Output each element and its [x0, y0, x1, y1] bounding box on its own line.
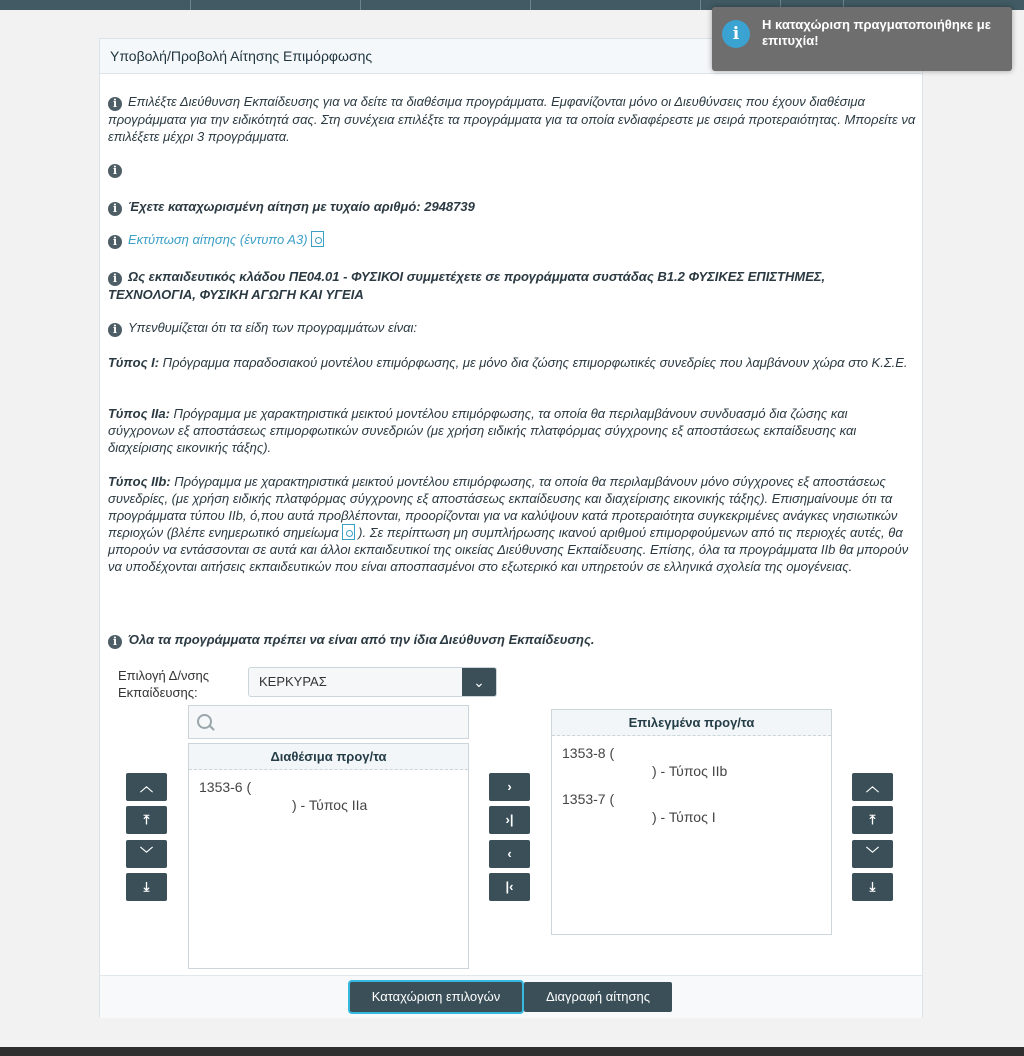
info-icon: i: [108, 323, 122, 337]
list-item[interactable]: [552, 782, 831, 828]
info-intro: [108, 93, 916, 145]
selected-move-top-button[interactable]: [852, 806, 893, 834]
nav-separator: [360, 0, 361, 10]
chevron-right-icon: ›: [507, 779, 512, 794]
available-programs-list[interactable]: [188, 743, 469, 969]
chevron-down-icon[interactable]: ⌄: [462, 668, 496, 696]
info-icon: i: [108, 202, 122, 216]
add-all-button[interactable]: [489, 806, 530, 834]
chevron-left-icon: ‹: [507, 846, 512, 861]
info-icon: i: [108, 635, 122, 649]
type-2b-label: Τύπος IIb:: [108, 474, 171, 489]
page-footer-bar: [0, 1047, 1024, 1056]
chevron-right-end-icon: ›|: [505, 812, 514, 827]
info-icon: i: [108, 272, 122, 286]
type-2a-text: Πρόγραμμα με χαρακτηριστικά μεικτού μοντέλου επιμόρφωσης, τα οποία θα περιλαμβάνουν συνδυασμό δια ζώσης και σύγχρονων εξ αποστάσεως επιμορφωτικών συνεδριών (με χρήση ειδικής πλατφόρμας σύγχρονης εξ αποστάσεως εκπαίδευσης και διαχείρισης εικονικής τάξης).: [108, 406, 857, 455]
selected-programs-list[interactable]: [551, 709, 832, 935]
directorate-select[interactable]: [248, 667, 497, 697]
nav-separator: [190, 0, 191, 10]
delete-application-button[interactable]: Διαγραφή αίτησης: [524, 982, 672, 1012]
program-type: ) - Τύπος I: [652, 809, 716, 825]
program-type: ) - Τύπος IIb: [652, 763, 728, 779]
info-icon: i: [108, 235, 122, 249]
move-bottom-button[interactable]: [126, 873, 167, 901]
program-search[interactable]: [188, 705, 469, 739]
type-2b-description: [108, 473, 916, 575]
selected-programs-header: Επιλεγμένα προγ/τα: [552, 710, 831, 736]
selected-move-bottom-button[interactable]: [852, 873, 893, 901]
info-specialty: [108, 268, 916, 303]
pdf-icon[interactable]: [342, 524, 355, 540]
program-code: 1353-6 (: [199, 779, 252, 795]
chevron-bottom-icon: ⤓: [143, 879, 150, 894]
selected-move-down-button[interactable]: [852, 840, 893, 868]
type-2a-description: [108, 405, 916, 456]
info-print: [108, 231, 916, 249]
save-selections-button[interactable]: Καταχώριση επιλογών: [350, 982, 522, 1012]
success-toast[interactable]: [712, 7, 1012, 71]
list-item[interactable]: [552, 736, 831, 782]
application-panel: [99, 38, 923, 1018]
info-intro-text: Επιλέξτε Διεύθυνση Εκπαίδευσης για να δείτε τα διαθέσιμα προγράμματα. Εμφανίζονται μόνο οι Διευθύνσεις που έχουν διαθέσιμα προγράμματα για την ειδικότητά σας. Στη συνέχεια επιλέξτε τα προγράμματα για τα οποία ενδιαφέρεστε με σειρά προτεραιότητας. Μπορείτε να επιλέξετε μέχρι 3 προγράμματα.: [108, 94, 916, 144]
type-2a-label: Τύπος IIa:: [108, 406, 170, 421]
info-icon: i: [722, 20, 750, 48]
search-input[interactable]: [219, 712, 463, 734]
chevron-top-icon: ⤒: [869, 812, 876, 827]
remove-program-button[interactable]: [489, 840, 530, 868]
move-up-button[interactable]: [126, 773, 167, 801]
list-item[interactable]: [189, 770, 468, 816]
info-icon: i: [108, 97, 122, 111]
chevron-left-end-icon: |‹: [505, 879, 514, 894]
directorate-label: Επιλογή Δ/νσης Εκπαίδευσης:: [118, 668, 209, 700]
type-1-description: [108, 354, 916, 371]
search-icon: [197, 714, 212, 729]
panel-title: Υποβολή/Προβολή Αίτησης Επιμόρφωσης: [100, 39, 922, 74]
available-programs-header: Διαθέσιμα προγ/τα: [189, 744, 468, 770]
nav-separator: [700, 0, 701, 10]
program-code: 1353-8 (: [562, 745, 615, 761]
reminder-text: Υπενθυμίζεται ότι τα είδη των προγραμμάτων είναι:: [128, 320, 418, 335]
chevron-up-icon: ︿: [139, 779, 153, 794]
type-1-label: Τύπος I:: [108, 355, 160, 370]
info-application-number: [108, 198, 916, 216]
chevron-down-icon: ﹀: [139, 846, 153, 861]
add-program-button[interactable]: [489, 773, 530, 801]
info-empty: [108, 160, 916, 178]
chevron-bottom-icon: ⤓: [869, 879, 876, 894]
pdf-icon[interactable]: [311, 231, 324, 247]
program-type: ) - Τύπος IIa: [292, 797, 368, 813]
print-application-link[interactable]: Εκτύπωση αίτησης (έντυπο Α3): [128, 232, 308, 247]
remove-all-button[interactable]: [489, 873, 530, 901]
move-down-button[interactable]: [126, 840, 167, 868]
move-top-button[interactable]: [126, 806, 167, 834]
toast-message: Η καταχώριση πραγματοποιήθηκε με επιτυχία!: [762, 17, 991, 48]
type-2b-text: Πρόγραμμα με χαρακτηριστικά μεικτού μοντέλου επιμόρφωσης, τα οποία θα περιλαμβάνουν μόνο σύγχρονες εξ αποστάσεως συνεδρίες, (με χρήση ειδικής πλατφόρμας σύγχρονης εξ αποστάσεως εκπαίδευσης και διαχείρισης εικονικής τάξης). Επισημαίνουμε ότι τα προγράμματα τύπου IIb, ό,που αυτά προβλέπονται, προορίζονται για να καλύψουν κατά προτεραιότητα συγκεκριμένες ανάγκες νησιωτικών περιοχών (βλέπε ενημερωτικό σημείωμα: [108, 474, 898, 540]
application-number-text: Έχετε καταχωρισμένη αίτηση με τυχαίο αριθμό: 2948739: [128, 199, 475, 214]
nav-separator: [530, 0, 531, 10]
type-2b-text-cont: ). Σε περίπτωση μη συμπλήρωσης ικανού αριθμού επιμορφούμενων από τις περιοχές αυτές, θα μπορούν να εντάσσονται σε αυτά και άλλοι εκπαιδευτικοί της οικείας Διεύθυνσης Εκπαίδευσης. Επίσης, όλα τα προγράμματα IIb θα μπορούν να υποδέχονται αιτήσεις εκπαιδευτικών που είναι αποσπασμένοι στο εξωτερικό και υπηρετούν σε ελληνικά σχολεία της ομογένειας.: [108, 525, 909, 574]
type-1-text: Πρόγραμμα παραδοσιακού μοντέλου επιμόρφωσης, με μόνο δια ζώσης επιμορφωτικές συνεδρίες που λαμβάνουν χώρα στο Κ.Σ.Ε.: [159, 355, 908, 370]
same-directorate-text: Όλα τα προγράμματα πρέπει να είναι από την ίδια Διεύθυνση Εκπαίδευσης.: [128, 632, 595, 647]
directorate-value: ΚΕΡΚΥΡΑΣ: [259, 674, 327, 689]
selected-move-up-button[interactable]: [852, 773, 893, 801]
info-same-directorate: [108, 631, 916, 649]
specialty-text: Ως εκπαιδευτικός κλάδου ΠΕ04.01 - ΦΥΣΙΚΟΙ συμμετέχετε σε προγράμματα συστάδας Β1.2 ΦΥΣΙΚΕΣ ΕΠΙΣΤΗΜΕΣ, ΤΕΧΝΟΛΟΓΙΑ, ΦΥΣΙΚΗ ΑΓΩΓΗ ΚΑΙ ΥΓΕΙΑ: [108, 269, 826, 302]
info-icon: i: [108, 164, 122, 178]
chevron-up-icon: ︿: [865, 779, 879, 794]
program-code: 1353-7 (: [562, 791, 615, 807]
panel-footer: [100, 975, 922, 1018]
info-reminder: [108, 319, 916, 337]
chevron-top-icon: ⤒: [143, 812, 150, 827]
chevron-down-icon: ﹀: [865, 846, 879, 861]
